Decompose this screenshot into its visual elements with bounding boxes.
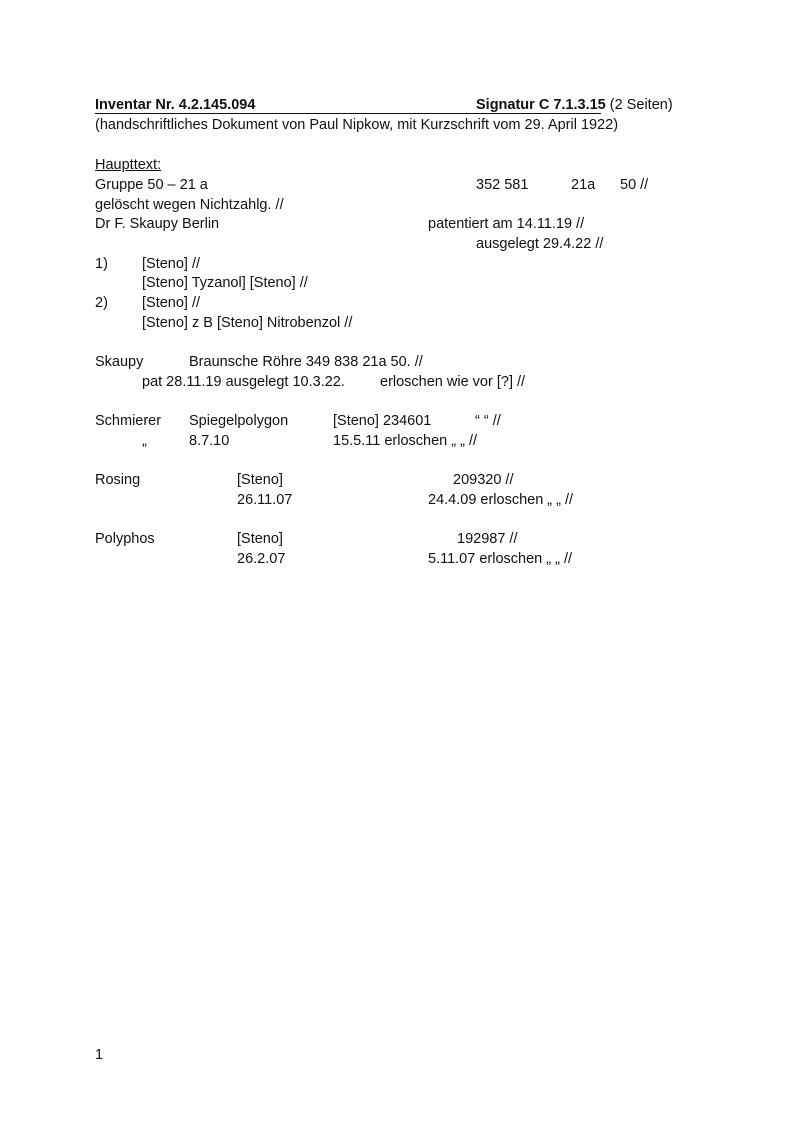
rosing-row2-col3: 24.4.09 erloschen „ „ // bbox=[428, 492, 574, 508]
list-item-line: [Steno] z B [Steno] Nitrobenzol // bbox=[142, 315, 353, 331]
signatur-line bbox=[476, 95, 673, 115]
rosing-row2-col2: 26.11.07 bbox=[237, 492, 293, 508]
rosing-col2: [Steno] bbox=[237, 472, 283, 488]
polyphos-col2: [Steno] bbox=[237, 531, 283, 547]
anmelder-text: Dr F. Skaupy Berlin bbox=[95, 216, 220, 232]
schmierer-row2-col1: „ bbox=[142, 433, 147, 449]
schmierer-row2-col3: 15.5.11 erloschen „ „ // bbox=[333, 433, 478, 449]
schmierer-col2: Spiegelpolygon bbox=[189, 413, 289, 429]
haupttext-label: Haupttext: bbox=[95, 157, 162, 173]
polyphos-row2-col2: 26.2.07 bbox=[237, 551, 286, 567]
schmierer-col3: [Steno] 234601 bbox=[333, 413, 432, 429]
skaupy-name: Skaupy bbox=[95, 354, 144, 370]
patent-number: 352 581 bbox=[476, 177, 529, 193]
geloescht-text: gelöscht wegen Nichtzahlg. // bbox=[95, 197, 284, 213]
polyphos-row2-col3: 5.11.07 erloschen „ „ // bbox=[428, 551, 573, 567]
inventar-number: Inventar Nr. 4.2.145.094 bbox=[95, 97, 256, 113]
ausgelegt-text: ausgelegt 29.4.22 // bbox=[476, 236, 604, 252]
page-count: (2 Seiten) bbox=[609, 97, 673, 113]
signatur: Signatur C 7.1.3.15 bbox=[476, 97, 606, 113]
skaupy-line2-left: pat 28.11.19 ausgelegt 10.3.22. bbox=[142, 374, 345, 390]
schmierer-name: Schmierer bbox=[95, 413, 162, 429]
skaupy-line1: Braunsche Röhre 349 838 21a 50. // bbox=[189, 354, 423, 370]
schmierer-col4: “ “ // bbox=[475, 413, 501, 429]
page-number: 1 bbox=[95, 1047, 104, 1063]
patent-group: 50 // bbox=[620, 177, 649, 193]
list-item-number: 1) bbox=[95, 256, 108, 272]
gruppe-text: Gruppe 50 – 21 a bbox=[95, 177, 208, 193]
list-item-line: [Steno] // bbox=[142, 256, 201, 272]
polyphos-name: Polyphos bbox=[95, 531, 155, 547]
list-item-number: 2) bbox=[95, 295, 108, 311]
patent-class: 21a bbox=[571, 177, 596, 193]
rosing-name: Rosing bbox=[95, 472, 141, 488]
schmierer-row2-col2: 8.7.10 bbox=[189, 433, 230, 449]
list-item-line: [Steno] Tyzanol] [Steno] // bbox=[142, 275, 308, 291]
skaupy-line2-right: erloschen wie vor [?] // bbox=[380, 374, 526, 390]
polyphos-col3: 192987 // bbox=[457, 531, 518, 547]
patentiert-text: patentiert am 14.11.19 // bbox=[428, 216, 585, 232]
list-item-line: [Steno] // bbox=[142, 295, 201, 311]
rosing-col3: 209320 // bbox=[453, 472, 514, 488]
document-description: (handschriftliches Dokument von Paul Nipkow, mit Kurzschrift vom 29. April 1922) bbox=[95, 117, 619, 133]
